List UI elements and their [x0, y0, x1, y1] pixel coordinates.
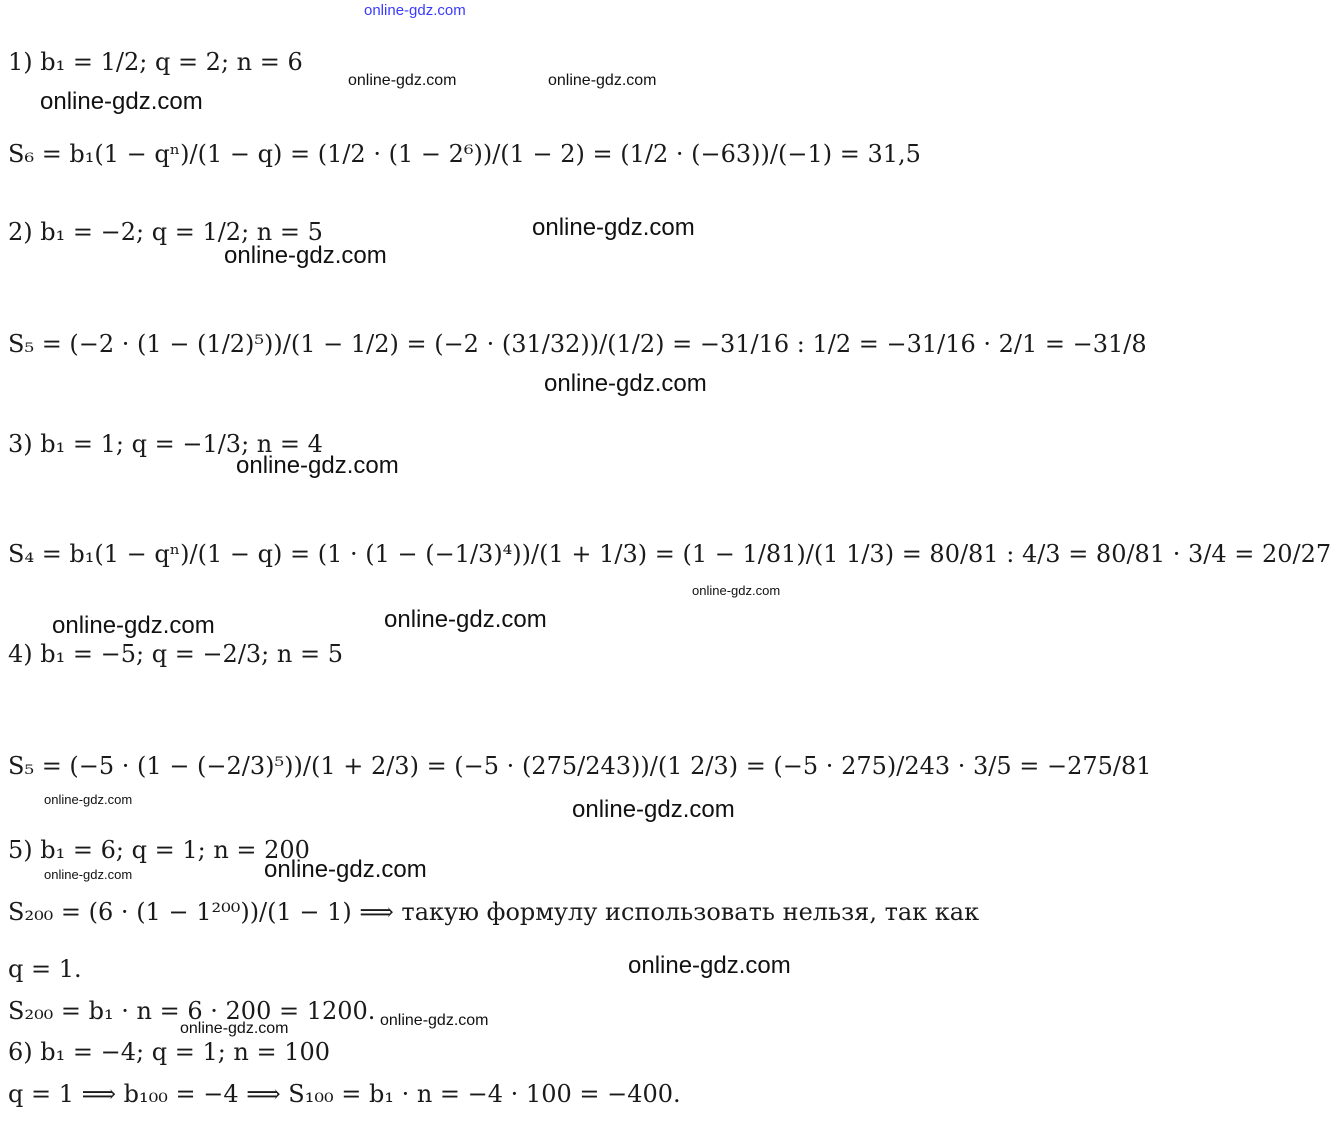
- problem-4-formula: S₅ = (−5 · (1 − (−2/3)⁵))/(1 + 2/3) = (−5 · (275/243))/(1 2/3) = (−5 · 275)/243 · 3/5 = −275/81: [8, 752, 1152, 780]
- problem-5-given: 5) b₁ = 6; q = 1; n = 200: [8, 836, 310, 864]
- top-watermark: online-gdz.com: [364, 2, 466, 19]
- watermark: online-gdz.com: [544, 370, 707, 397]
- watermark: online-gdz.com: [44, 867, 133, 882]
- watermark: online-gdz.com: [532, 214, 695, 241]
- watermark: online-gdz.com: [224, 242, 387, 269]
- watermark: online-gdz.com: [548, 72, 657, 89]
- watermark: online-gdz.com: [572, 796, 735, 823]
- watermark: online-gdz.com: [628, 952, 791, 979]
- watermark: online-gdz.com: [52, 612, 215, 639]
- watermark: online-gdz.com: [348, 72, 457, 89]
- watermark: online-gdz.com: [236, 452, 399, 479]
- problem-2-formula: S₅ = (−2 · (1 − (1/2)⁵))/(1 − 1/2) = (−2 · (31/32))/(1/2) = −31/16 : 1/2 = −31/16 · 2/1 = −31/8: [8, 330, 1147, 358]
- problem-4-given: 4) b₁ = −5; q = −2/3; n = 5: [8, 640, 343, 668]
- watermark: online-gdz.com: [384, 606, 547, 633]
- problem-5-formula: S₂₀₀ = (6 · (1 − 1²⁰⁰))/(1 − 1) ⟹ такую формулу использовать нельзя, так как: [8, 898, 980, 926]
- watermark: online-gdz.com: [180, 1020, 289, 1037]
- watermark: online-gdz.com: [44, 792, 133, 807]
- problem-3-given: 3) b₁ = 1; q = −1/3; n = 4: [8, 430, 323, 458]
- problem-5-condition: q = 1.: [8, 955, 82, 983]
- watermark: online-gdz.com: [40, 88, 203, 115]
- watermark: online-gdz.com: [692, 583, 781, 598]
- watermark: online-gdz.com: [380, 1012, 489, 1029]
- problem-2-given: 2) b₁ = −2; q = 1/2; n = 5: [8, 218, 323, 246]
- problem-5-result: S₂₀₀ = b₁ · n = 6 · 200 = 1200.: [8, 997, 376, 1025]
- problem-3-formula: S₄ = b₁(1 − qⁿ)/(1 − q) = (1 · (1 − (−1/3)⁴))/(1 + 1/3) = (1 − 1/81)/(1 1/3) = 80/81 : 4/3 = 80/81 · 3/4 = 20/27: [8, 540, 1331, 568]
- problem-6-given: 6) b₁ = −4; q = 1; n = 100: [8, 1038, 331, 1066]
- watermark: online-gdz.com: [264, 856, 427, 883]
- problem-6-result: q = 1 ⟹ b₁₀₀ = −4 ⟹ S₁₀₀ = b₁ · n = −4 · 100 = −400.: [8, 1080, 681, 1108]
- problem-1-given: 1) b₁ = 1/2; q = 2; n = 6: [8, 48, 303, 76]
- problem-1-formula: S₆ = b₁(1 − qⁿ)/(1 − q) = (1/2 · (1 − 2⁶))/(1 − 2) = (1/2 · (−63))/(−1) = 31,5: [8, 140, 921, 168]
